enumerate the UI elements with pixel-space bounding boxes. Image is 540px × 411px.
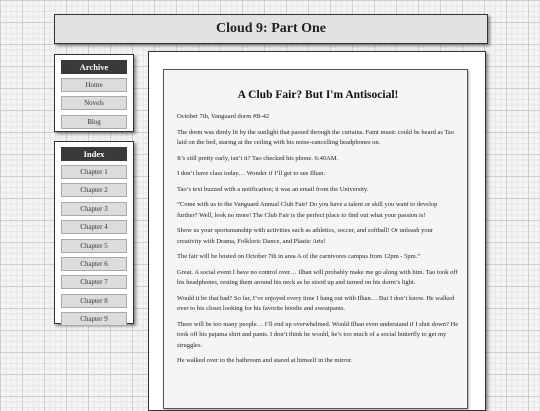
- main-panel: [148, 51, 486, 411]
- archive-panel: [54, 54, 134, 132]
- story-paragraph: Would it be that bad? So far, I’ve enjoyed every time I hang out with Ilhan… But I don’t know. He walked over to his closet looking for his favorite hoodie and sweatpants.: [177, 294, 455, 312]
- nav-home-button[interactable]: Home: [61, 78, 127, 92]
- story-body: [177, 112, 459, 367]
- story-paragraph: The dorm was dimly lit by the sunlight that passed through the curtains. Faint music could be heard as Tao laid on the bed, staring at the ceiling with his noise-cancelling headphones on.: [177, 128, 455, 146]
- story-paragraph: October 7th, Vanguard dorm #B-42: [177, 113, 270, 120]
- chapter-7-button[interactable]: Chapter 7: [61, 275, 127, 289]
- story-paragraph: There will be too many people… I’ll end up overwhelmed. Would Ilhan even understand if I shut down? He took off his pajama shirt and pants. I don’t think he would, he’s too much of a social butterfly to get my struggles.: [177, 320, 459, 349]
- site-header: [54, 14, 488, 44]
- site-title: Cloud 9: Part One: [215, 21, 327, 36]
- story-paragraph: Tao’s text buzzed with a notification; it was an email from the University.: [177, 185, 369, 193]
- nav-blog-button[interactable]: Blog: [61, 115, 127, 129]
- index-heading: Index: [61, 147, 127, 161]
- index-panel: [54, 141, 134, 324]
- chapter-3-button[interactable]: Chapter 3: [61, 202, 127, 216]
- story-content[interactable]: [163, 69, 468, 409]
- chapter-4-button[interactable]: Chapter 4: [61, 220, 127, 234]
- nav-novels-button[interactable]: Novels: [61, 96, 127, 110]
- story-paragraph: “Come with us to the Vanguard Annual Club Fair! Do you have a talent or skill you want to develop further? Well, look no more! The Club Fair is the perfect place to find out what your passion is!: [177, 201, 438, 219]
- archive-heading: Archive: [61, 60, 127, 74]
- chapter-6-button[interactable]: Chapter 6: [61, 257, 127, 271]
- story-paragraph: It’s still pretty early, isn’t it? Tao checked his phone. 6:40AM.: [177, 154, 339, 162]
- chapter-8-button[interactable]: Chapter 8: [61, 294, 127, 308]
- chapter-9-button[interactable]: Chapter 9: [61, 312, 127, 326]
- story-paragraph: The fair will be hosted on October 7th in area A of the carnivores campus from 12pm - 5pm.”: [177, 253, 421, 260]
- chapter-5-button[interactable]: Chapter 5: [61, 239, 127, 253]
- story-paragraph: He walked over to the bathroom and stared at himself in the mirror.: [177, 357, 353, 364]
- chapter-1-button[interactable]: Chapter 1: [61, 165, 127, 179]
- story-paragraph: Great. A social event I have no control over… Ilhan will probably make me go along with him. Tao took off his headphones, resting them around his neck as he stood up and turned on his dorm’s light.: [177, 268, 458, 286]
- story-paragraph: I don’t have class today… Wonder if I’ll get to see Ilhan.: [177, 170, 325, 177]
- story-paragraph: Show us your sportsmanship with activities such as athletics, soccer, and softball! Or unleash your creativity with Drama, Folkloric Dance, and Plastic Arts!: [177, 227, 434, 245]
- story-title: A Club Fair? But I'm Antisocial!: [237, 89, 399, 101]
- chapter-2-button[interactable]: Chapter 2: [61, 183, 127, 197]
